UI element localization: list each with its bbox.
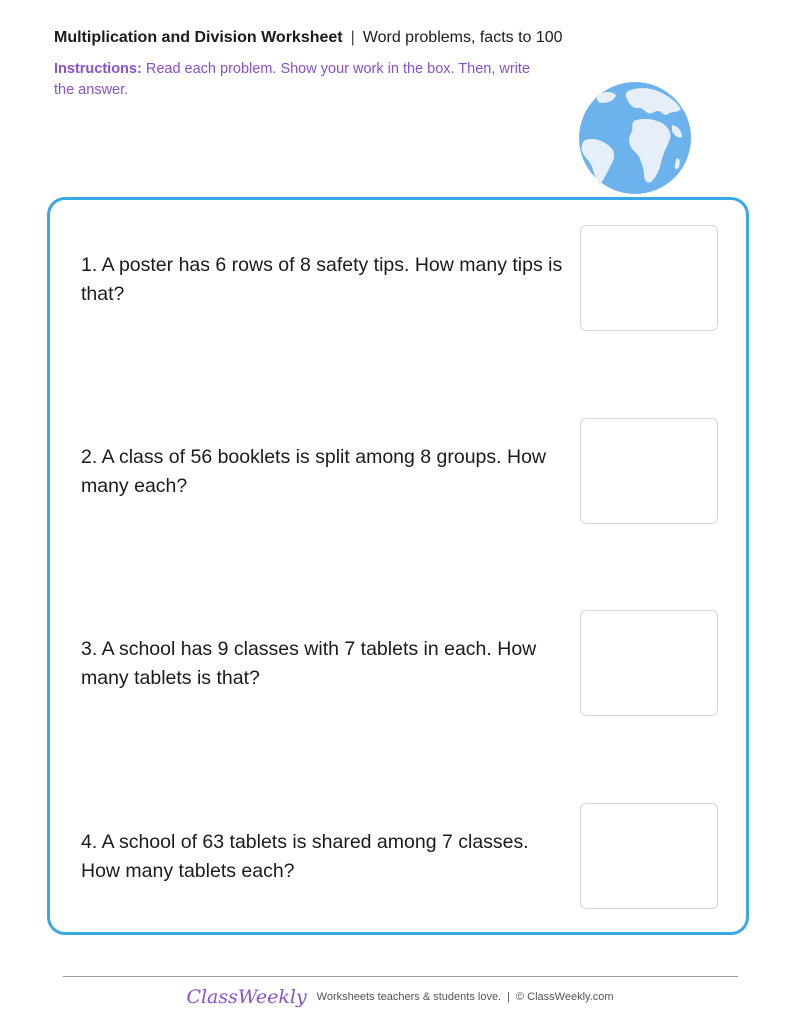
footer (0, 986, 800, 1008)
brand-logo: ClassWeekly (186, 986, 307, 1008)
problem-3: 3. A school has 9 classes with 7 tablets in each. How many tablets is that? (81, 638, 537, 689)
instructions (54, 59, 554, 101)
footer-copyright: © ClassWeekly.com (515, 991, 614, 1003)
worksheet-header (54, 27, 563, 49)
globe-icon (578, 81, 692, 195)
footer-separator: | (507, 991, 510, 1003)
problem-1: 1. A poster has 6 rows of 8 safety tips. How many tips is that? (81, 254, 563, 305)
worksheet-title: Multiplication and Division Worksheet (54, 29, 343, 46)
answer-box-3[interactable] (580, 610, 718, 716)
answer-box-1[interactable] (580, 225, 718, 331)
answer-box-2[interactable] (580, 418, 718, 524)
instructions-label: Instructions: (54, 61, 142, 77)
problem-2: 2. A class of 56 booklets is split among 8 groups. How many each? (81, 446, 547, 497)
header-separator: | (350, 29, 355, 46)
footer-divider-line (63, 976, 738, 977)
problem-4: 4. A school of 63 tablets is shared among 7 classes. How many tablets each? (81, 831, 529, 882)
answer-box-4[interactable] (580, 803, 718, 909)
worksheet-subtitle: Word problems, facts to 100 (362, 29, 563, 46)
instructions-text: Read each problem. Show your work in the box. Then, write the answer. (54, 61, 531, 98)
footer-tagline: Worksheets teachers & students love. (316, 991, 502, 1003)
